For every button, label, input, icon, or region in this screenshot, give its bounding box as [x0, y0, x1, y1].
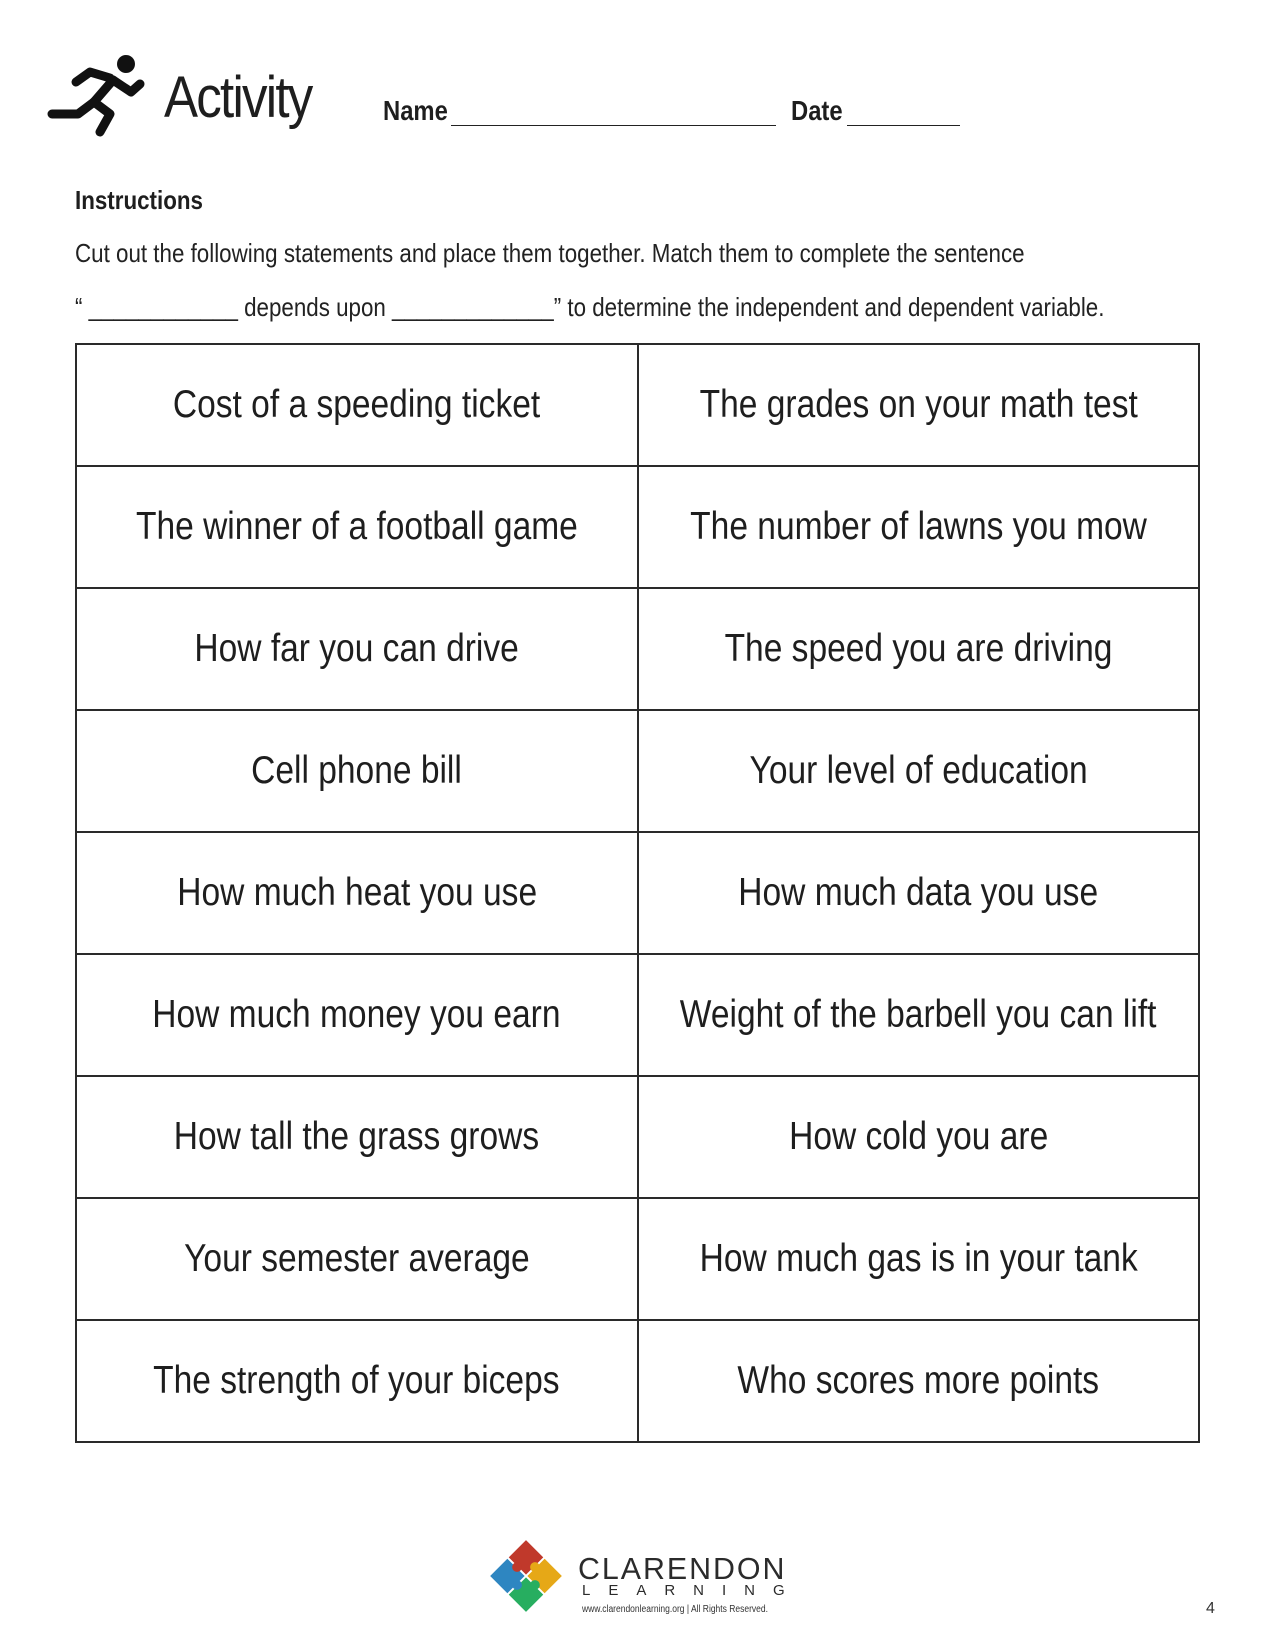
activity-title: Activity — [164, 65, 312, 130]
statement-cell — [638, 1320, 1200, 1442]
statement-text: How much heat you use — [176, 871, 537, 914]
statement-text: Weight of the barbell you can lift — [679, 993, 1157, 1036]
statement-cell — [638, 954, 1200, 1076]
statement-cell — [638, 1076, 1200, 1198]
statement-text: Your semester average — [183, 1237, 530, 1280]
statement-text: How much gas is in your tank — [699, 1237, 1138, 1280]
statement-cell — [638, 588, 1200, 710]
statement-text: The grades on your math test — [699, 383, 1138, 426]
statement-cell — [638, 344, 1200, 466]
statement-cell — [76, 344, 638, 466]
statement-text: Cell phone bill — [251, 749, 463, 792]
statement-text: How far you can drive — [194, 627, 519, 670]
statement-text: The winner of a football game — [135, 505, 578, 548]
instructions-heading: Instructions — [75, 185, 203, 215]
name-label: Name — [383, 95, 448, 126]
date-field[interactable] — [847, 125, 960, 126]
table-row — [76, 344, 1199, 466]
statement-text: The number of lawns you mow — [689, 505, 1147, 548]
statement-cell — [638, 832, 1200, 954]
name-field[interactable] — [451, 125, 776, 126]
statement-cell — [638, 466, 1200, 588]
statement-text: How cold you are — [788, 1115, 1048, 1158]
statement-text: Cost of a speeding ticket — [173, 383, 541, 426]
brand-subtitle: LEARNING — [582, 1582, 803, 1599]
statement-cell — [76, 1320, 638, 1442]
statement-text: The speed you are driving — [724, 627, 1113, 670]
statement-text: Your level of education — [749, 749, 1088, 792]
table-row — [76, 1076, 1199, 1198]
table-row — [76, 1198, 1199, 1320]
statement-cell — [76, 954, 638, 1076]
table-row — [76, 588, 1199, 710]
brand-url: www.clarendonlearning.org | All Rights Reserved. — [582, 1604, 769, 1615]
table-row — [76, 466, 1199, 588]
statement-text: Who scores more points — [737, 1359, 1100, 1402]
running-person-icon — [46, 50, 146, 140]
instructions-text-line-2: “ ____________ depends upon _____________” to determine the independent and dependent variable. — [75, 292, 1105, 322]
statement-cell — [76, 832, 638, 954]
statement-text: How tall the grass grows — [174, 1115, 540, 1158]
puzzle-logo-icon — [487, 1537, 565, 1615]
statement-cell — [76, 1076, 638, 1198]
matching-statements-table — [75, 343, 1200, 1443]
statement-cell — [76, 1198, 638, 1320]
statement-cell — [76, 588, 638, 710]
statement-text: How much money you earn — [152, 993, 561, 1036]
table-row — [76, 954, 1199, 1076]
brand-name: CLARENDON — [578, 1551, 787, 1586]
statement-cell — [76, 710, 638, 832]
date-label: Date — [791, 95, 843, 126]
statement-text: How much data you use — [738, 871, 1099, 914]
table-row — [76, 1320, 1199, 1442]
statement-cell — [638, 1198, 1200, 1320]
table-row — [76, 832, 1199, 954]
statement-text: The strength of your biceps — [153, 1359, 560, 1402]
page-number: 4 — [1206, 1600, 1215, 1617]
statement-cell — [638, 710, 1200, 832]
instructions-text-line-1: Cut out the following statements and place them together. Match them to complete the sentence — [75, 238, 1025, 268]
table-row — [76, 710, 1199, 832]
statement-cell — [76, 466, 638, 588]
